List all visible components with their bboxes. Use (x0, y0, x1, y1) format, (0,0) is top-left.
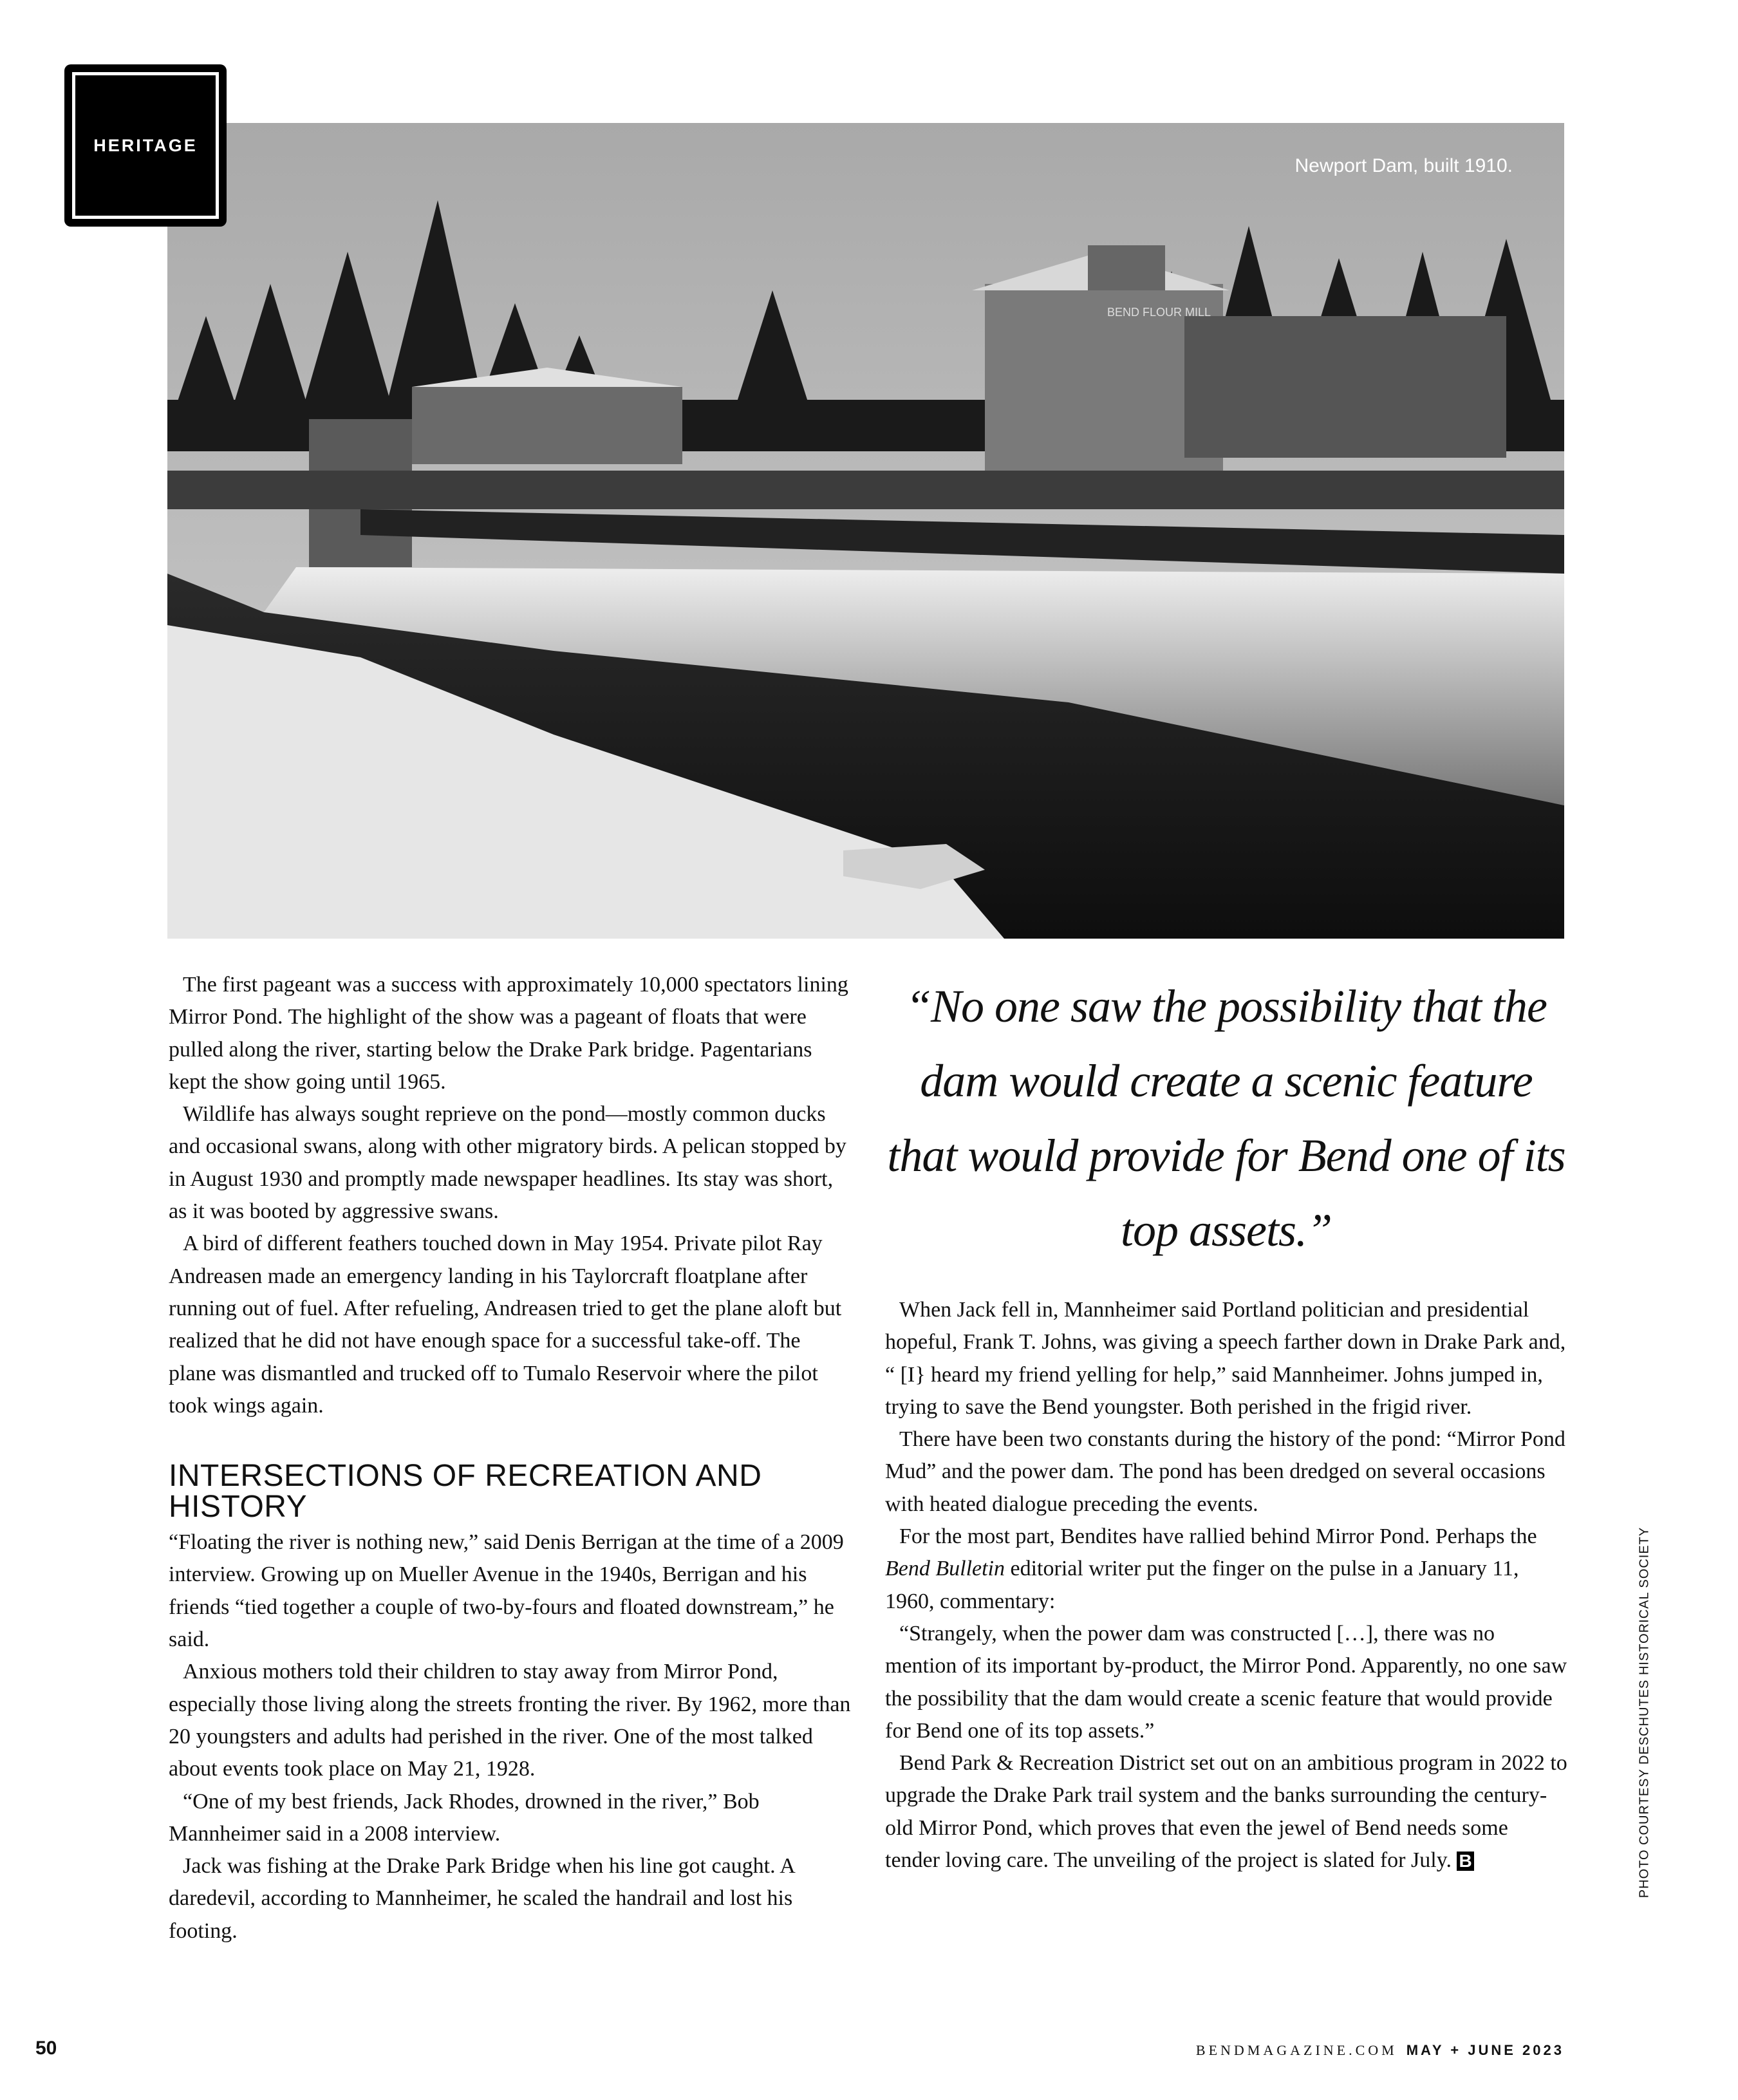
text-run: Bend Park & Recreation District set out on an ambitious program in 2022 to upgrade the Drake Park trail system and the banks surrounding the century-old Mirror Pond, which proves that even the jewel of Bend needs some tender loving care. The unveiling of the project is slated for July. (885, 1751, 1567, 1873)
body-paragraph: When Jack fell in, Mannheimer said Portland politician and presidential hopeful, Frank T. Johns, was giving a speech farther down in Drake Park and, “ [I} heard my friend yelling for help,” said Mannheimer. Johns jumped in, trying to save the Bend youngster. Both perished in the frigid river. (885, 1298, 1566, 1419)
right-column (885, 1294, 1567, 1877)
footer (1196, 2042, 1564, 2059)
photo-caption: Newport Dam, built 1910. (1294, 155, 1513, 176)
publication-title: Bend Bulletin (885, 1557, 1005, 1581)
body-paragraph: “One of my best friends, Jack Rhodes, drowned in the river,” Bob Mannheimer said in a 2008 interview. (169, 1789, 760, 1846)
section-heading: INTERSECTIONS OF RECREATION AND HISTORY (169, 1459, 762, 1524)
page-number: 50 (35, 2038, 57, 2059)
photo-credit: PHOTO COURTESY DESCHUTES HISTORICAL SOCIETY (1637, 1526, 1652, 1898)
body-paragraph: “Strangely, when the power dam was constructed […], there was no mention of its important by-product, the Mirror Pond. Apparently, no one saw the possibility that the dam would create a scenic feature that would provide for Bend one of its top assets.” (885, 1621, 1567, 1743)
section-badge-label: HERITAGE (93, 135, 198, 155)
body-paragraph: The first pageant was a success with approximately 10,000 spectators lining Mirror Pond. The highlight of the show was a pageant of floats that were pulled along the river, starting below the Drake Park bridge. Pagentarians kept the show going until 1965. (169, 973, 848, 1094)
body-paragraph: “Floating the river is nothing new,” said Denis Berrigan at the time of a 2009 interview. Growing up on Mueller Avenue in the 1940s, Berrigan and his friends “tied together a couple of two-by-fours and floated downstream,” he said. (169, 1530, 844, 1652)
pull-quote: “No one saw the possibility that the dam would create a scenic feature that would provide for Bend one of its top assets.” (887, 980, 1565, 1256)
body-paragraph (885, 1747, 1567, 1877)
footer-issue: MAY + JUNE 2023 (1406, 2042, 1564, 2058)
footer-site: BENDMAGAZINE.COM (1195, 2042, 1397, 2058)
section-badge-frame (72, 72, 219, 219)
dam-photo-illustration (167, 123, 1564, 939)
body-paragraph (885, 1521, 1567, 1618)
end-mark-icon: B (1457, 1852, 1473, 1871)
body-paragraph: Jack was fishing at the Drake Park Bridge when his line got caught. A daredevil, according to Mannheimer, he scaled the handrail and lost his footing. (169, 1854, 794, 1943)
section-badge (64, 64, 227, 227)
body-paragraph: There have been two constants during the history of the pond: “Mirror Pond Mud” and the power dam. The pond has been dredged on several occasions with heated dialogue preceding the events. (885, 1427, 1565, 1516)
body-paragraph: Anxious mothers told their children to stay away from Mirror Pond, especially those living along the streets fronting the river. By 1962, more than 20 youngsters and adults had perished in the river. One of the most talked about events took place on May 21, 1928. (169, 1660, 851, 1781)
text-run: For the most part, Bendites have rallied behind Mirror Pond. Perhaps the (899, 1524, 1537, 1549)
body-paragraph: A bird of different feathers touched down in May 1954. Private pilot Ray Andreasen made an emergency landing in his Taylorcraft floatplane after running out of fuel. After refueling, Andreasen tried to get the plane aloft but realized that he did not have enough space for a successful take-off. The plane was dismantled and trucked off to Tumalo Reservoir where the pilot took wings again. (169, 1232, 842, 1418)
body-paragraph: Wildlife has always sought reprieve on the pond—mostly common ducks and occasional swans, along with other migratory birds. A pelican stopped by in August 1930 and promptly made newspaper headlines. Its stay was short, as it was booted by aggressive swans. (169, 1102, 846, 1224)
text-run: editorial writer put the finger on the pulse in a January 11, 1960, commentary: (885, 1557, 1519, 1613)
newport-dam-photo (167, 123, 1564, 939)
left-column (169, 969, 851, 1947)
mill-sign: BEND FLOUR MILL (1107, 306, 1211, 319)
